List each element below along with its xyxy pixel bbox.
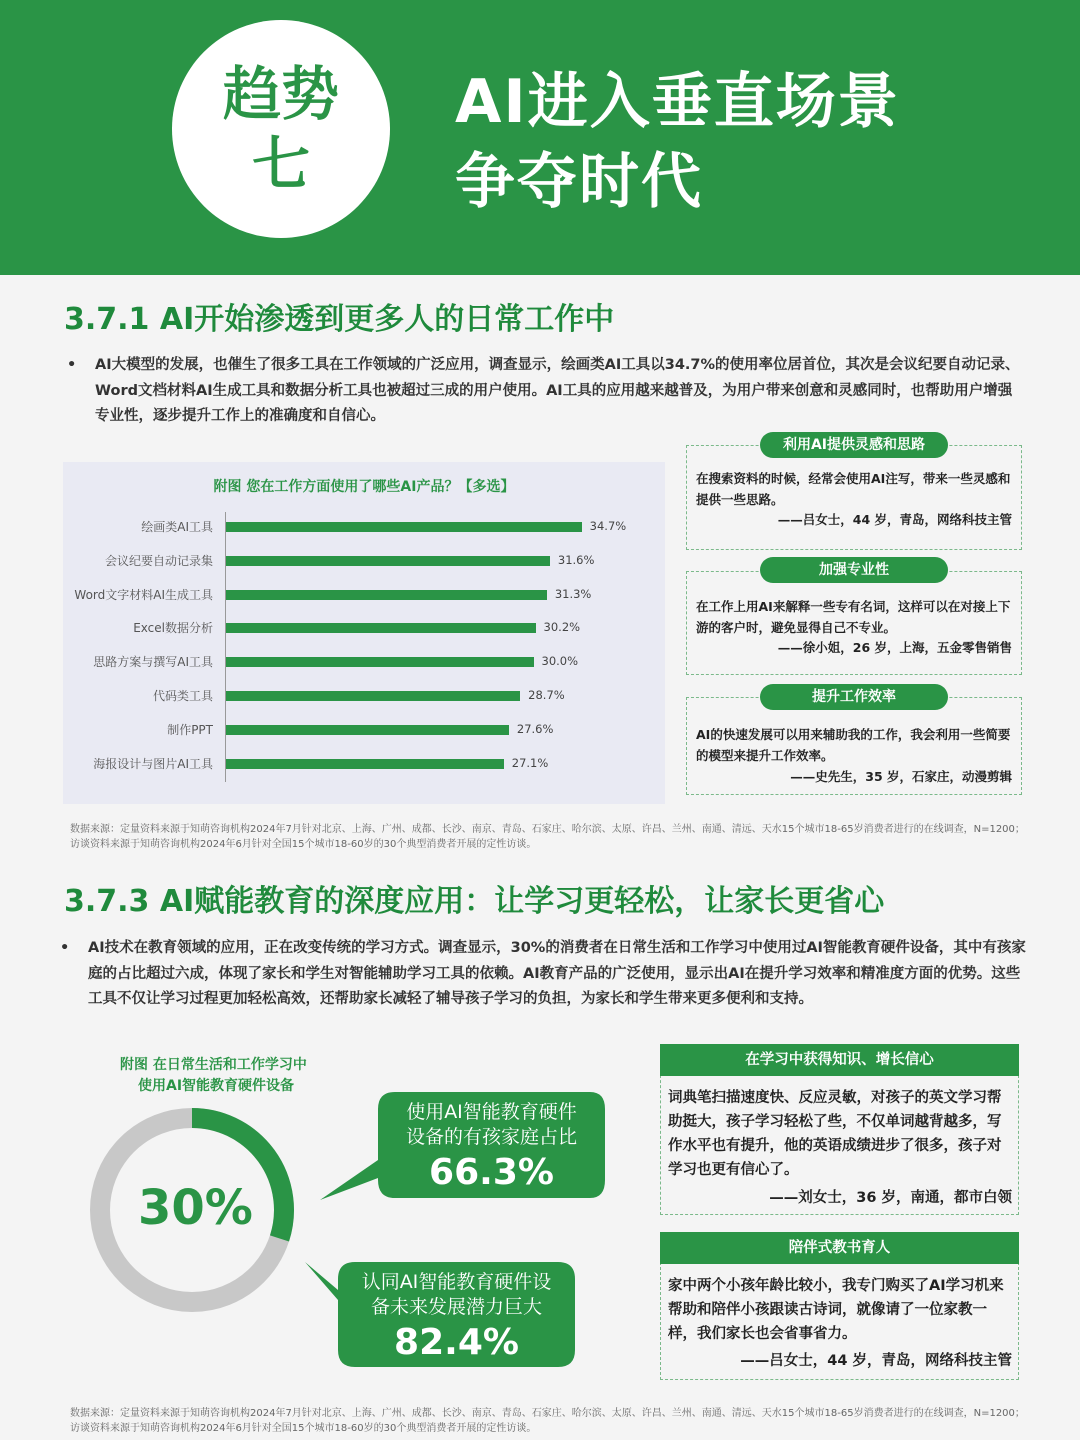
bar-value-label: 30.0%	[541, 654, 579, 669]
edu-quote-author-2: ——吕女士，44 岁，青岛，网络科技主管	[740, 1353, 1012, 1369]
section2-title: 3.7.3 AI赋能教育的深度应用：让学习更轻松，让家长更省心	[64, 884, 885, 919]
edu-quote-author-1: ——刘女士，36 岁，南通，都市白领	[769, 1190, 1012, 1206]
data-source-2: 数据来源：定量资料来源于知萌咨询机构2024年7月针对北京、上海、广州、成都、长沙、南京、青岛、石家庄、哈尔滨、太原、许昌、兰州、南通、清远、天水15个城市18-65岁消费者进行的在线调查，N=1200；访谈资料来源于知萌咨询机构2024年6月针对全国15个城市18-60岁的30个典型消费者开展的定性访谈。	[70, 1408, 1025, 1434]
bullet: •	[60, 940, 70, 956]
bar-label: 绘画类AI工具	[141, 520, 213, 534]
edu-quote-text-1: 词典笔扫描速度快、反应灵敏，对孩子的英文学习帮助挺大，孩子学习轻松了些，不仅单词越背越多，写作水平也有提升，他的英语成绩进步了很多，孩子对学习也更有信心了。	[668, 1090, 1002, 1178]
edu-quote-text-2: 家中两个小孩年龄比较小，我专门购买了AI学习机来帮助和陪伴小孩跟读古诗词，就像请了一位家教一样，我们家长也会省事省力。	[668, 1278, 1004, 1342]
bar-value-label: 27.1%	[511, 755, 549, 770]
section2-paragraph-text: AI技术在教育领域的应用，正在改变传统的学习方式。调查显示，30%的消费者在日常生活和工作学习中使用过AI智能教育硬件设备，其中有孩家庭的占比超过六成，体现了家长和学生对智能辅助学习工具的依赖。AI教育产品的广泛使用，显示出AI在提升学习效率和精准度方面的优势。这些工具不仅让学习过程更加轻松高效，还帮助家长减轻了辅导孩子学习的负担，为家长和学生带来更多便利和支持。	[88, 940, 1026, 1007]
donut-percent-label: 30%	[138, 1180, 253, 1236]
bar-value-label: 30.2%	[543, 620, 581, 635]
quote-tag-2: 加强专业性	[760, 557, 948, 583]
page-title-line1: AI进入垂直场景	[455, 67, 900, 137]
page-title-line2: 争夺时代	[455, 147, 703, 217]
callout-2-line2: 备未来发展潜力巨大	[370, 1296, 542, 1318]
quote-text-1: 在搜索资料的时候，经常会使用AI注写，带来一些灵感和提供一些思路。	[696, 471, 1011, 507]
callout-1-value: 66.3%	[429, 1152, 554, 1193]
bar-label: 海报设计与图片AI工具	[93, 756, 213, 771]
quote-author-3: ——史先生，35 岁，石家庄，动漫剪辑	[790, 769, 1012, 784]
section1-title: 3.7.1 AI开始渗透到更多人的日常工作中	[64, 302, 615, 337]
bar-value-label: 31.3%	[554, 586, 592, 601]
edu-quote-tag-2: 陪伴式教书育人	[660, 1232, 1019, 1264]
callout-1	[378, 1100, 605, 1196]
quote-text-2: 在工作上用AI来解释一些专有名词，这样可以在对接上下游的客户时，避免显得自己不专业。	[696, 599, 1011, 635]
chart-title: 附图 您在工作方面使用了哪些AI产品？【多选】	[213, 479, 515, 495]
bar-value-label: 27.6%	[516, 721, 554, 736]
quote-author-2: ——徐小姐，26 岁，上海，五金零售销售	[777, 640, 1012, 655]
bar-label: 制作PPT	[167, 722, 213, 737]
bar-label: Excel数据分析	[133, 621, 213, 636]
edu-quote-tag-1: 在学习中获得知识、增长信心	[660, 1044, 1019, 1076]
quote-tag-3: 提升工作效率	[760, 684, 948, 710]
callout-2	[338, 1270, 575, 1366]
bar-value-label: 28.7%	[528, 688, 565, 702]
callout-2-value: 82.4%	[394, 1322, 519, 1363]
bullet: •	[67, 357, 77, 373]
donut-title-line1: 附图 在日常生活和工作学习中	[120, 1057, 307, 1073]
trend-badge-line2: 七	[251, 130, 310, 198]
bar-label: Word文字材料AI生成工具	[74, 587, 213, 602]
donut-title-line2: 使用AI智能教育硬件设备	[138, 1078, 295, 1094]
callout-1-line2: 设备的有孩家庭占比	[405, 1126, 577, 1148]
section1-paragraph-text: AI大模型的发展，也催生了很多工具在工作领域的广泛应用，调查显示，绘画类AI工具以34.7%的使用率位居首位，其次是会议纪要自动记录、Word文档材料AI生成工具和数据分析工具也被超过三成的用户使用。AI工具的应用越来越普及，为用户带来创意和灵感同时，也帮助用户增强专业性，逐步提升工作上的准确度和自信心。	[95, 357, 1020, 424]
data-source-1: 数据来源：定量资料来源于知萌咨询机构2024年7月针对北京、上海、广州、成都、长沙、南京、青岛、石家庄、哈尔滨、太原、许昌、兰州、南通、清远、天水15个城市18-65岁消费者进行的在线调查，N=1200；访谈资料来源于知萌咨询机构2024年6月针对全国15个城市18-60岁的30个典型消费者开展的定性访谈。	[70, 824, 1025, 850]
bar-value-label: 34.7%	[589, 519, 627, 533]
trend-badge-line1: 趋势	[222, 60, 339, 128]
bar-value-label: 31.6%	[557, 552, 595, 567]
bar-label: 会议纪要自动记录集	[104, 553, 213, 568]
callout-2-line1: 认同AI智能教育硬件设	[361, 1271, 552, 1293]
quote-text-3: AI的快速发展可以用来辅助我的工作，我会利用一些简要的模型来提升工作效率。	[696, 727, 1011, 763]
bar-label: 代码类工具	[152, 689, 213, 703]
quote-tag-1: 利用AI提供灵感和思路	[760, 432, 948, 458]
quote-author-1: ——吕女士，44 岁，青岛，网络科技主管	[777, 512, 1012, 527]
callout-1-line1: 使用AI智能教育硬件	[406, 1101, 577, 1123]
bar-label: 思路方案与撰写AI工具	[93, 655, 213, 670]
